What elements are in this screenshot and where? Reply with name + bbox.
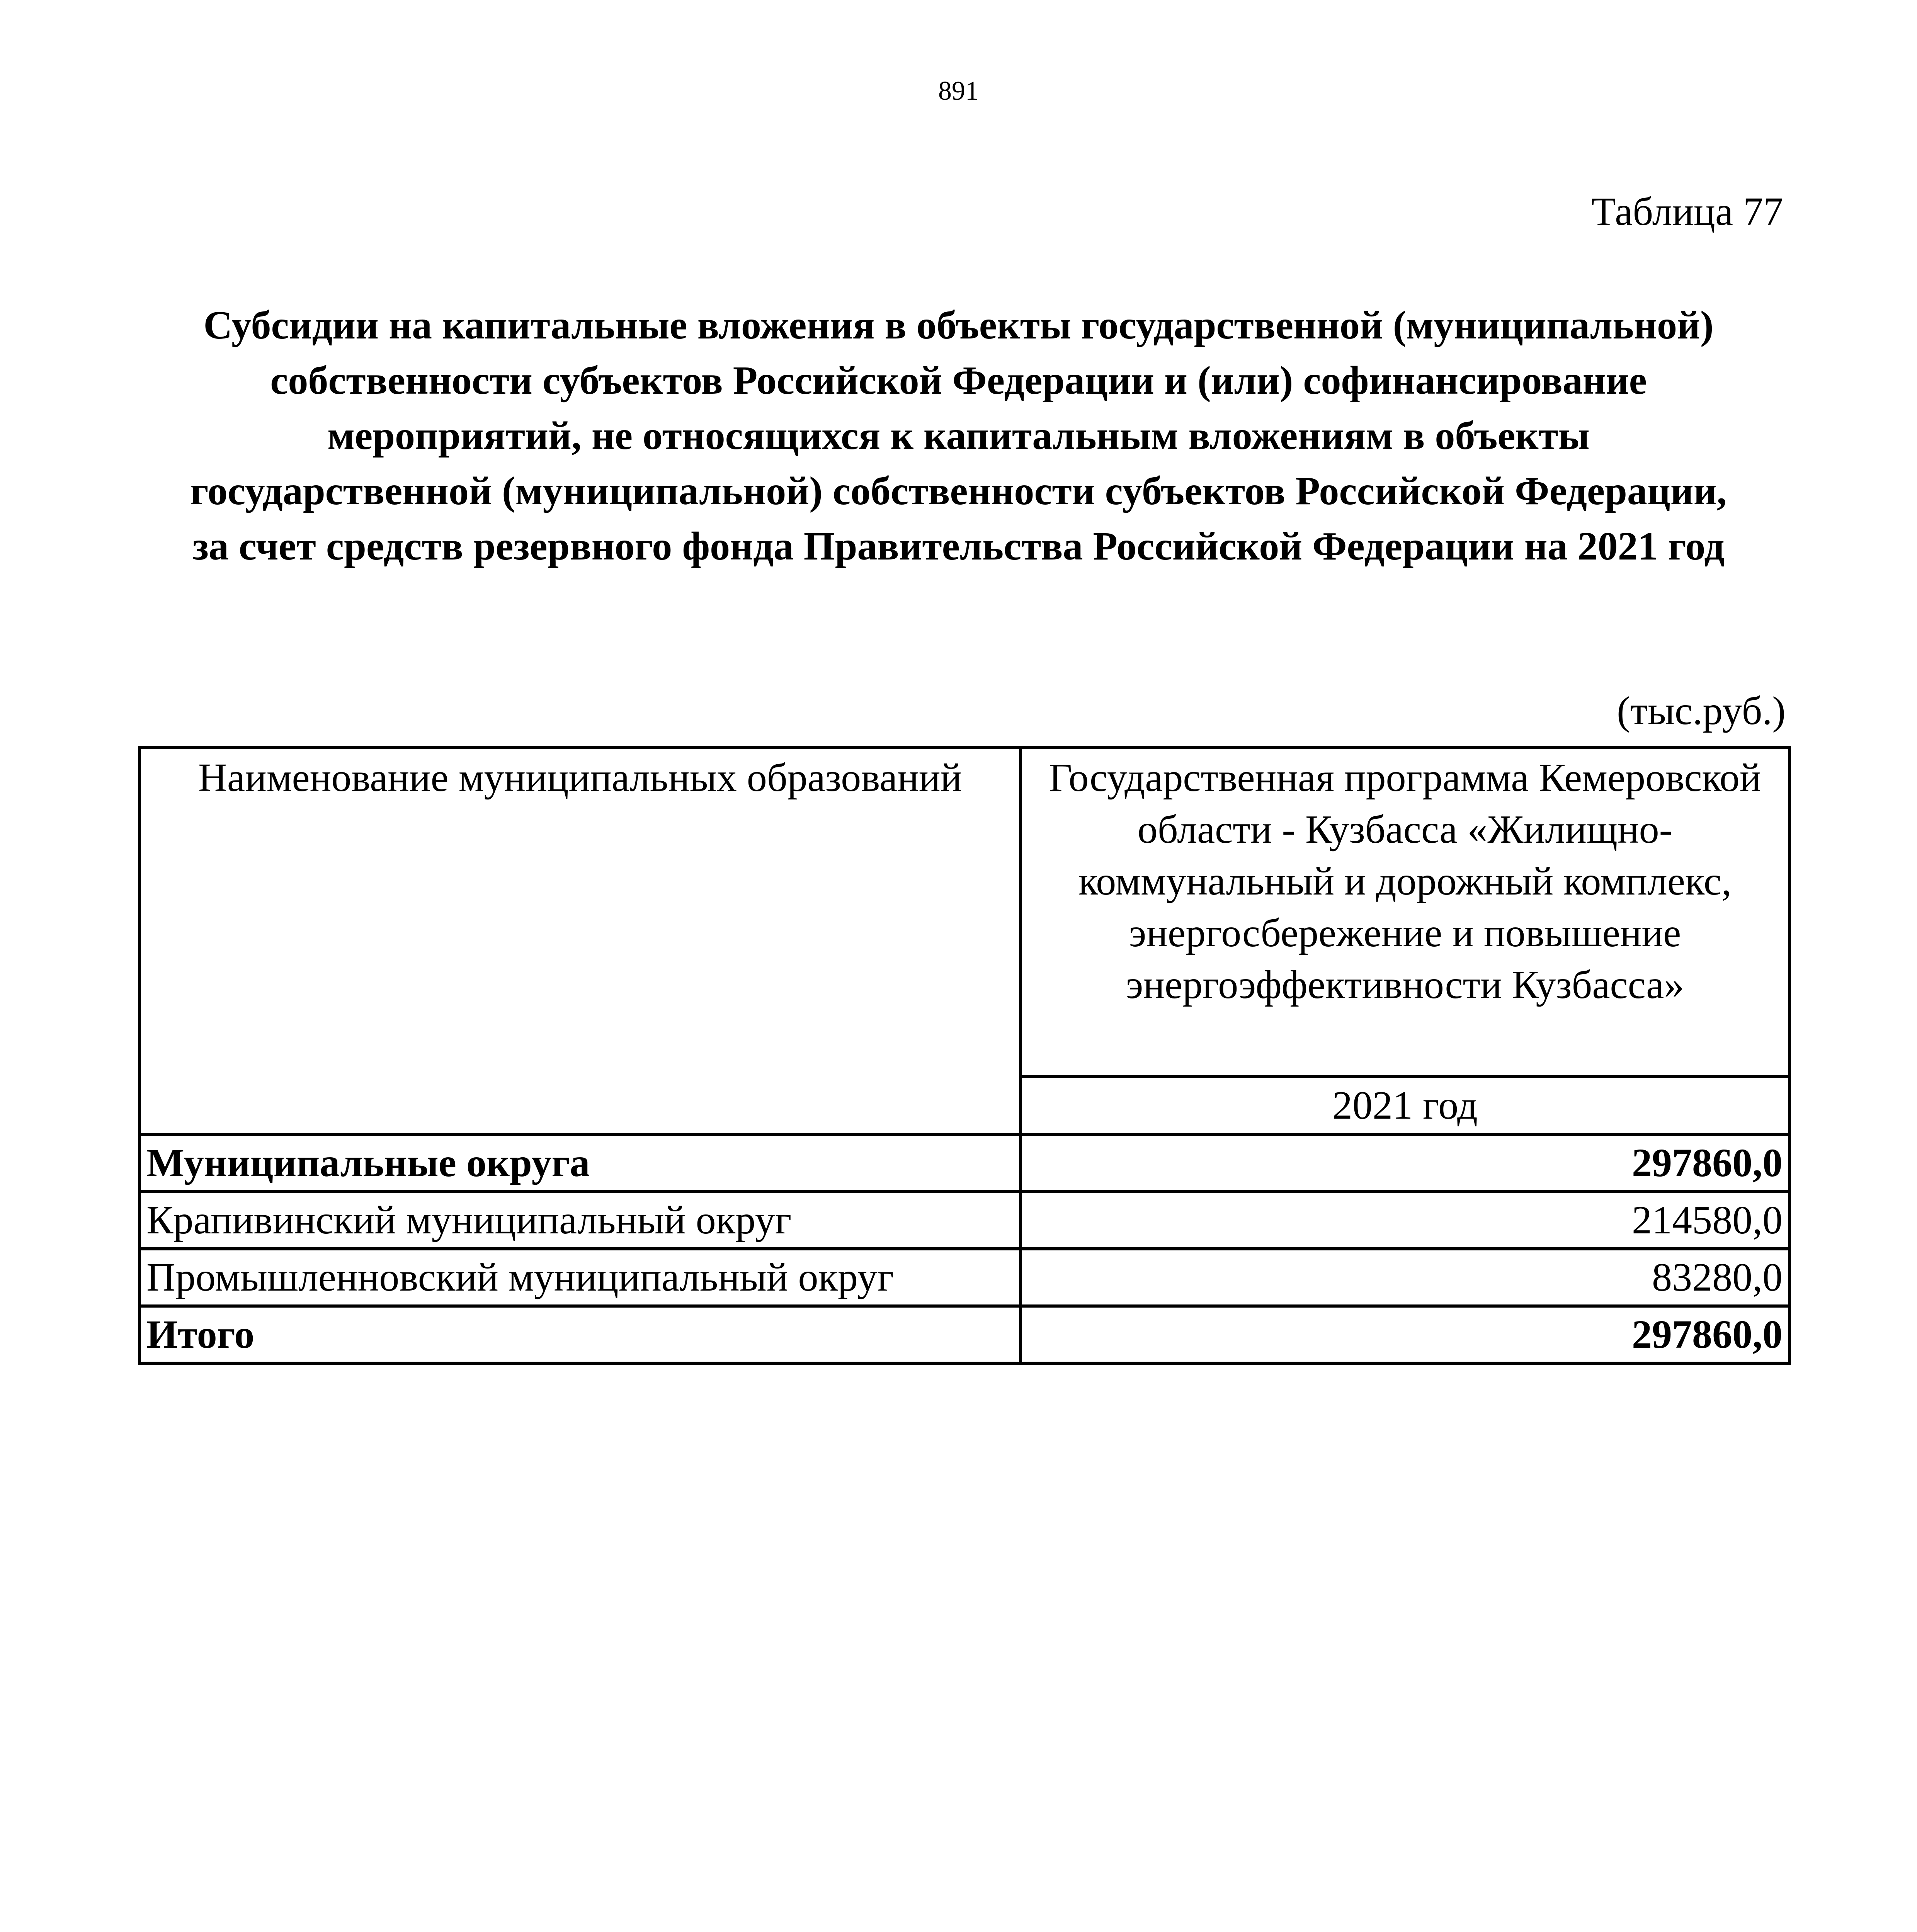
table-total-row <box>139 1306 1789 1363</box>
page-number: 891 <box>938 76 979 106</box>
total-label: Итого <box>139 1306 1021 1363</box>
subsidies-table <box>138 746 1791 1365</box>
row-value: 214580,0 <box>1021 1192 1789 1249</box>
title-line: Субсидии на капитальные вложения в объекты государственной (муниципальной) <box>203 303 1714 347</box>
document-title <box>134 298 1783 574</box>
row-name: Крапивинский муниципальный округ <box>139 1192 1021 1249</box>
table-label: Таблица 77 <box>1591 189 1783 234</box>
total-value: 297860,0 <box>1021 1306 1789 1363</box>
table-header-row <box>139 747 1789 1077</box>
units-label: (тыс.руб.) <box>1617 689 1786 733</box>
row-name: Муниципальные округа <box>139 1134 1021 1192</box>
row-value: 83280,0 <box>1021 1249 1789 1306</box>
header-year: 2021 год <box>1021 1077 1789 1134</box>
table-row <box>139 1249 1789 1306</box>
header-municipality-name: Наименование муниципальных образований <box>139 747 1021 1134</box>
title-line: собственности субъектов Российской Федерации и (или) софинансирование <box>270 358 1647 403</box>
title-line: мероприятий, не относящихся к капитальным вложениям в объекты <box>327 413 1590 458</box>
row-name: Промышленновский муниципальный округ <box>139 1249 1021 1306</box>
header-state-program: Государственная программа Кемеровской области - Кузбасса «Жилищно-коммунальный и дорожный комплекс, энергосбережение и повышение энергоэффективности Кузбасса» <box>1021 747 1789 1077</box>
row-value: 297860,0 <box>1021 1134 1789 1192</box>
table-row <box>139 1134 1789 1192</box>
title-line: государственной (муниципальной) собственности субъектов Российской Федерации, <box>190 469 1727 513</box>
table-row <box>139 1192 1789 1249</box>
title-line: за счет средств резервного фонда Правительства Российской Федерации на 2021 год <box>192 524 1725 568</box>
